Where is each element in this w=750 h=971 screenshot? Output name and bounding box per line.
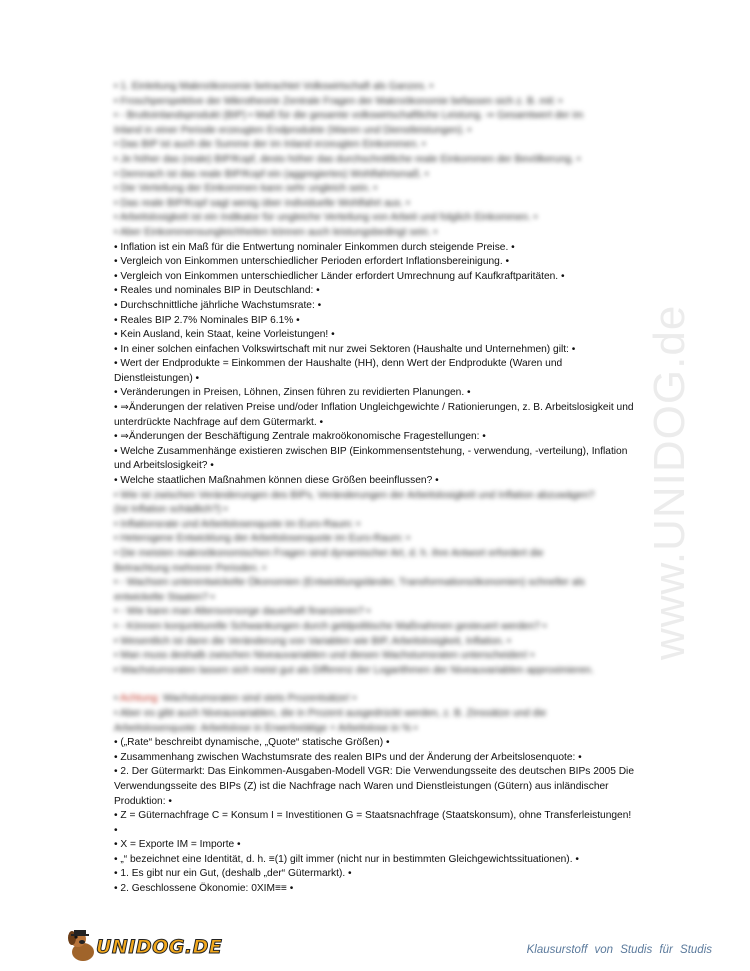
watermark-text: www.UNIDOG.de (645, 304, 694, 660)
text-line: • Kein Ausland, kein Staat, keine Vorleistungen! • (114, 329, 335, 341)
text-line: • Welche staatlichen Maßnahmen können diese Größen beeinflussen? • (114, 475, 439, 487)
blurred-line: • Die meisten makroökonomischen Fragen sind dynamischer Art, d. h. ihre Antwort erfordert die (114, 548, 544, 559)
blurred-line: • Wachstumsraten lassen sich meist gut als Differenz der Logarithmen der Niveauvariablen approximieren. (114, 664, 594, 676)
text-line: • Durchschnittliche jährliche Wachstumsrate: • (114, 299, 322, 311)
text-line: • Welche Zusammenhänge existieren zwischen BIP (Einkommensentstehung, - verwendung, -verteilung), Inflation und Arbeitslosigkeit? • (114, 445, 628, 472)
blurred-line: • Heterogene Entwicklung der Arbeitslosenquote im Euro-Raum: • (114, 533, 410, 545)
text-line: • 2. Geschlossene Ökonomie: 0XIM≡≡ • (114, 883, 294, 895)
dog-icon (66, 926, 100, 964)
blurred-line: • Froschperspektive der Mikrotheorie Zentrale Fragen der Makroökonomie befassen sich z. B. mit: • (114, 95, 563, 107)
blurred-attention-line-2: • Aber es gibt auch Niveauvariablen, die in Prozent ausgedrückt werden, z. B. Zinssätze und die (114, 707, 547, 719)
blurred-line: • Arbeitslosigkeit ist ein Indikator für ungleiche Verteilung von Arbeit und folglich Einkommen. • (114, 212, 538, 224)
attention-word: Achtung: (119, 693, 161, 705)
text-line: • ⇒Änderungen der relativen Preise und/oder Inflation Ungleichgewichte / Rationierungen, z. B. Arbeitslosigkeit und unterdrückte Nachfrage auf dem Gütermarkt. • (114, 402, 634, 428)
blurred-attention-line-3: Arbeitslosenquote: Arbeitslose in Erwerbstätige + Arbeitslose in % • (114, 722, 418, 734)
text-line: • Wert der Endprodukte = Einkommen der Haushalte (HH), denn Wert der Endprodukte (Waren und Dienstleistungen) • (114, 358, 563, 384)
text-line: • Z = Güternachfrage C = Konsum I = Investitionen G = Staatsnachfrage (Staatskonsum), ohne Transferleistungen! • (114, 810, 632, 836)
document-body (114, 80, 634, 897)
blurred-line: • - Bruttoinlandsprodukt (BIP) • Maß für die gesamte volkswirtschaftliche Leistung. ⇒ Gesamtwert der im (114, 110, 584, 122)
text-line: • Veränderungen in Preisen, Löhnen, Zinsen führen zu revidierten Planungen. • (114, 387, 471, 399)
blurred-line: • Wie ist zwischen Veränderungen des BIPs, Veränderungen der Arbeitslosigkeit und Inflation abzuwägen? (114, 489, 595, 501)
text-line: • Inflation ist ein Maß für die Entwertung nominaler Einkommen durch steigende Preise. • (114, 241, 515, 253)
blurred-line: • - Wie kann man Altersvorsorge dauerhaft finanzieren? • (114, 606, 371, 618)
blurred-line: • Wesentlich ist dann die Veränderung von Variablen wie BIP, Arbeitslosigkeit, Inflation. • (114, 635, 511, 647)
visible-text-section (114, 241, 634, 489)
blurred-line: Inland in einer Periode erzeugten Endprodukte (Waren und Dienstleistungen). • (114, 124, 472, 136)
blurred-attention-line: • Achtung: Wachstumsraten sind stets Prozentsätze! • (114, 693, 357, 705)
blurred-line: entwickelte Staaten? • (114, 591, 215, 603)
text-line: • Vergleich von Einkommen unterschiedlicher Perioden erfordert Inflationsbereinigung. • (114, 256, 510, 268)
blurred-line: • - Können konjunkturelle Schwankungen durch geldpolitische Maßnahmen gesteuert werden? • (114, 620, 547, 632)
text-line: • Reales und nominales BIP in Deutschland: • (114, 285, 320, 297)
blurred-line: • Demnach ist das reale BIP/Kopf ein (aggregiertes) Wohlfahrtsmaß. • (114, 168, 429, 180)
text-line: • Vergleich von Einkommen unterschiedlicher Länder erfordert Umrechnung auf Kaufkraftparitäten. • (114, 270, 565, 282)
unidog-logo[interactable] (66, 926, 223, 966)
blurred-line: • Das BIP ist auch die Summe der im Inland erzeugten Einkommen. • (114, 139, 426, 151)
blurred-line: • 1. Einleitung Makroökonomie betrachtet Volkswirtschaft als Ganzes. • (114, 81, 434, 92)
text-line: • „“ bezeichnet eine Identität, d. h. ≡(1) gilt immer (nicht nur in bestimmten Gleichgewichtssituationen). • (114, 853, 579, 865)
blurred-line: (Ist Inflation schädlich?) • (114, 504, 228, 516)
blurred-line: Betrachtung mehrerer Perioden. • (114, 562, 266, 574)
logo-text: UNIDOG.DE (96, 936, 223, 958)
blurred-line: • Die Verteilung der Einkommen kann sehr ungleich sein. • (114, 183, 378, 195)
blurred-line: • Man muss deshalb zwischen Niveauvariablen und diesen Wachstumsraten unterscheiden! • (114, 650, 535, 662)
watermark (640, 250, 700, 670)
blurred-line: • - Wachsen unterentwickelte Ökonomien (Entwicklungsländer, Transformationsökonomien) schneller als (114, 577, 585, 589)
blurred-line: • Je höher das (reale) BIP/Kopf, desto höher das durchschnittliche reale Einkommen der Bevölkerung. • (114, 153, 581, 165)
text-line: • („Rate“ beschreibt dynamische, „Quote“ statische Größen) • (114, 737, 390, 749)
blurred-line: • Das reale BIP/Kopf sagt wenig über individuelle Wohlfahrt aus. • (114, 197, 410, 209)
visible-bottom-section (114, 736, 634, 897)
text-line: • Reales BIP 2.7% Nominales BIP 6.1% • (114, 314, 300, 326)
text-line: • X = Exporte IM = Importe • (114, 839, 241, 851)
text-line: • 2. Der Gütermarkt: Das Einkommen-Ausgaben-Modell VGR: Die Verwendungsseite des deutschen BIPs 2005 Die Verwendungsseite des BIPs (Z) ist die Nachfrage nach Waren und Dienstleistungen (Gütern) aus inländischer Produktion: • (114, 766, 634, 807)
footer-tagline: Klausurstoff von Studis für Studis (526, 944, 712, 956)
text-line: • In einer solchen einfachen Volkswirtschaft mit nur zwei Sektoren (Haushalte und Unternehmen) gilt: • (114, 343, 576, 355)
text-line: • 1. Es gibt nur ein Gut, (deshalb „der“ Gütermarkt). • (114, 868, 352, 880)
text-line: • Zusammenhang zwischen Wachstumsrate des realen BIPs und der Änderung der Arbeitslosenquote: • (114, 751, 582, 763)
blurred-middle-section (114, 489, 634, 679)
text-line: • ⇒Änderungen der Beschäftigung Zentrale makroökonomische Fragestellungen: • (114, 431, 486, 443)
blurred-line: • Aber Einkommensungleichheiten können auch leistungsbedingt sein. • (114, 226, 438, 238)
blurred-top-section (114, 80, 634, 241)
blurred-line: • Inflationsrate und Arbeitslosenquote im Euro-Raum: • (114, 518, 361, 530)
